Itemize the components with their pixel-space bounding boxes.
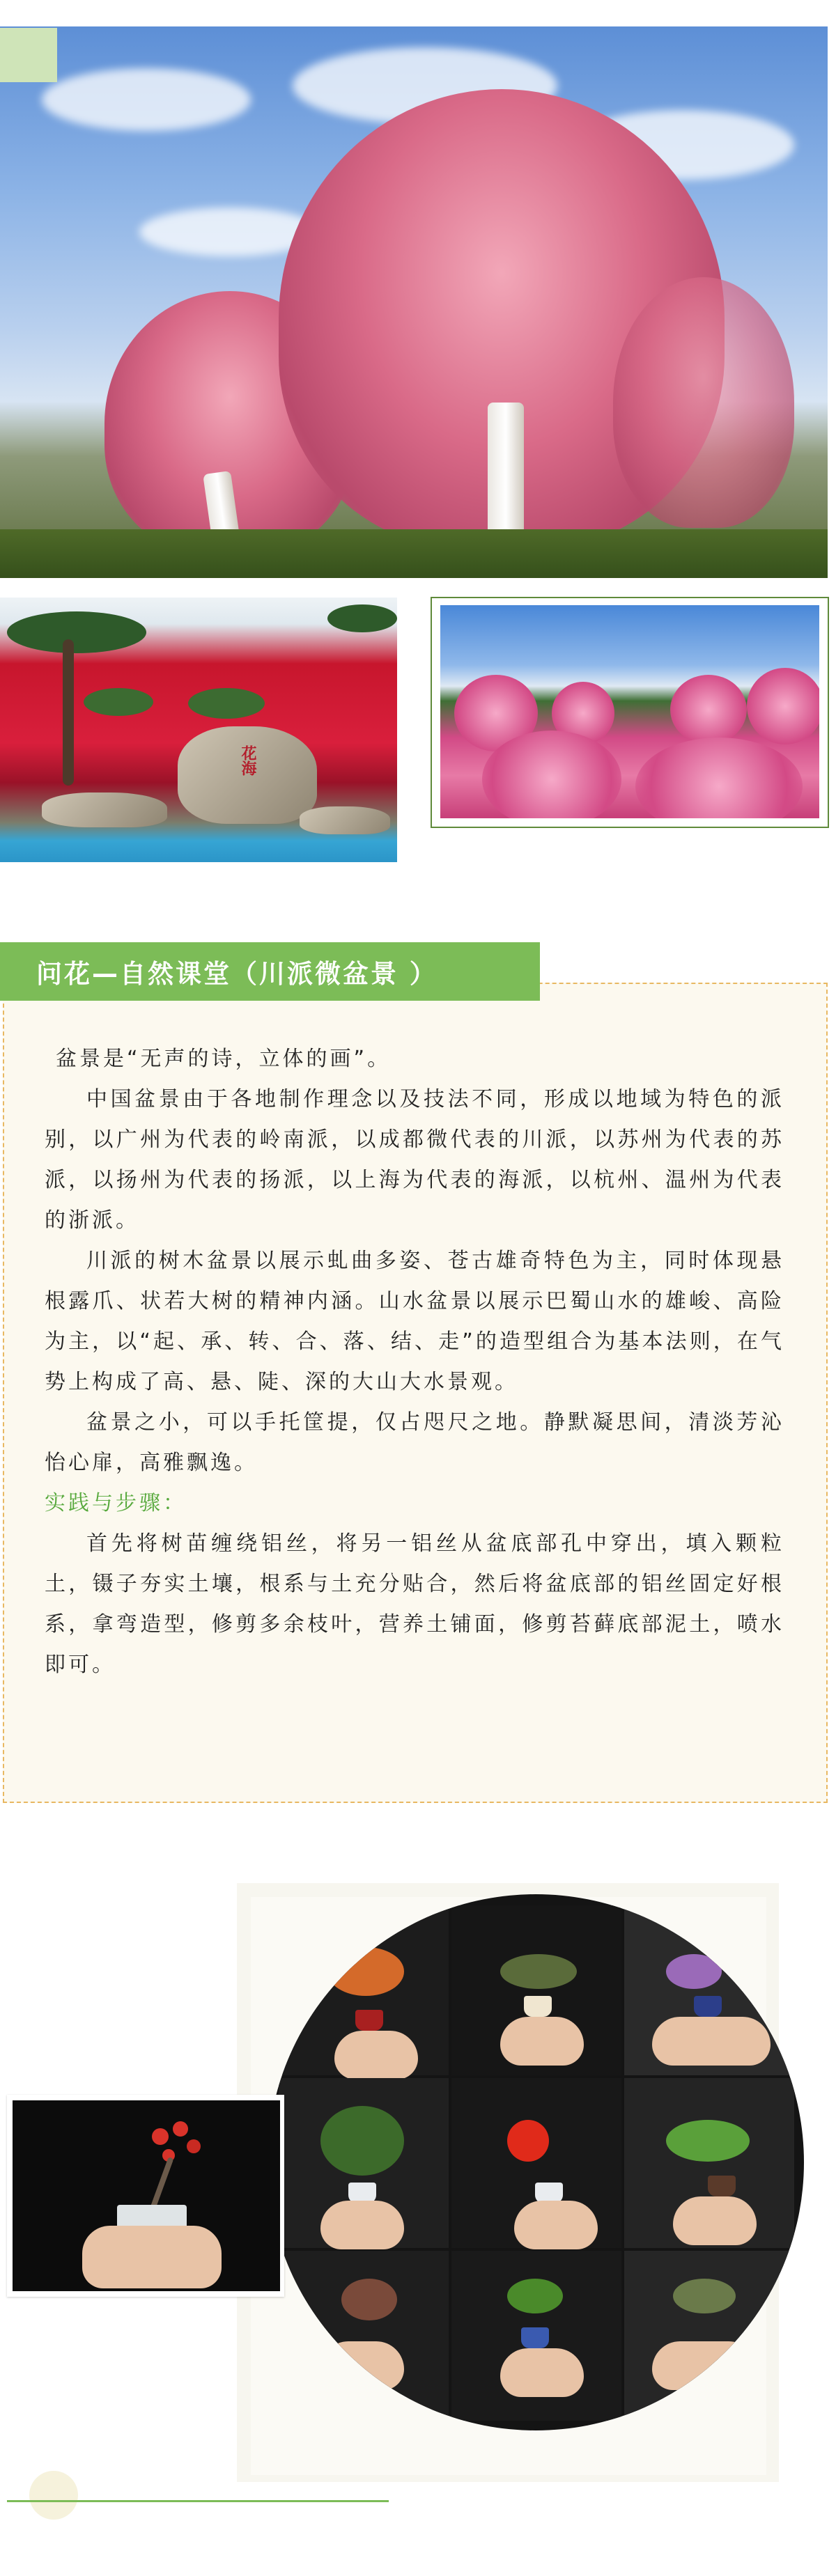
practice-heading: 实践与步骤： (45, 1491, 187, 1515)
hero-corner-accent (0, 28, 57, 82)
photo-pink-blossom-orchard (440, 605, 819, 818)
decorative-dot (29, 2471, 78, 2520)
stone-inscription: 花海 (239, 745, 257, 776)
section-title: 问花—自然课堂（川派微盆景 ） (36, 959, 438, 989)
paragraph-intro: 盆景是“无声的诗，立体的画”。 (56, 1047, 392, 1071)
section-title-bar (0, 942, 540, 1001)
photo-red-flower-garden (0, 598, 397, 862)
photo-mini-bonsai-red-berries (13, 2100, 280, 2291)
paragraph-steps: 首先将树苗缠绕铝丝，将另一铝丝从盆底部孔中穿出，填入颗粒土，镊子夯实土壤，根系与土充分贴合，然后将盆底部的铝丝固定好根系，拿弯造型，修剪多余枝叶，营养土铺面，修剪苔藓底部泥土，喷水即可。 (45, 1531, 784, 1677)
mini-bonsai-circle-collage (268, 1894, 804, 2430)
paragraph-small-size: 盆景之小，可以手托筐提，仅占咫尺之地。静默凝思间，清淡芳沁怡心扉，高雅飘逸。 (45, 1410, 784, 1475)
bottom-divider-line (7, 2500, 389, 2502)
paragraph-sichuan-style: 川派的树木盆景以展示虬曲多姿、苍古雄奇特色为主，同时体现悬根露爪、状若大树的精神内涵。山水盆景以展示巴蜀山水的雄峻、高险为主，以“起、承、转、合、落、结、走”的造型组合为基本法则，在气势上构成了高、悬、陡、深的大山大水景观。 (45, 1249, 784, 1394)
hero-photo-weeping-plum-trees (0, 26, 828, 578)
article-text (45, 1039, 784, 1685)
paragraph-schools: 中国盆景由于各地制作理念以及技法不同，形成以地域为特色的派别，以广州为代表的岭南派，以成都微代表的川派，以苏州为代表的苏派，以扬州为代表的扬派，以上海为代表的海派，以杭州、温州为代表的浙派。 (45, 1087, 784, 1233)
